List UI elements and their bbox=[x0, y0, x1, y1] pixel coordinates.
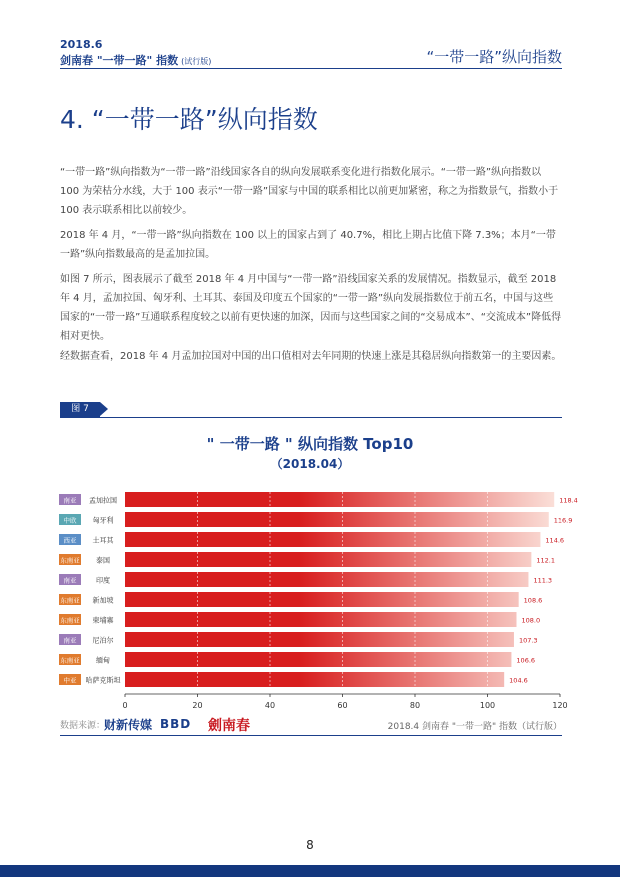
caixin-logo: 财新传媒 bbox=[104, 718, 153, 732]
section-title: 4. “一带一路”纵向指数 bbox=[60, 105, 318, 134]
bar bbox=[125, 492, 554, 507]
paragraph-4: 经数据查看，2018 年 4 月孟加拉国对中国的出口值相对去年同期的快速上涨是其稳居纵向指数第一的主要因素。 bbox=[60, 351, 562, 362]
value-label: 104.6 bbox=[509, 676, 528, 685]
region-tag-label: 中欧 bbox=[63, 516, 77, 525]
value-label: 107.3 bbox=[518, 636, 538, 645]
paragraph-1: “一带一路”纵向指数为“一带一路”沿线国家各自的纵向发展联系变化进行指数化展示。“一带一路”纵向指数以 100 为荣枯分水线，大于 100 表示“一带一路”国家与中国的联系相比以前更加紧密，称之为指数景气，指数小于 100 表示联系相比以前较少。 bbox=[60, 167, 559, 216]
header-right-title: “一带一路”纵向指数 bbox=[426, 48, 562, 66]
bar bbox=[125, 612, 517, 627]
region-tag-label: 东南亚 bbox=[60, 616, 80, 625]
value-label: 108.6 bbox=[523, 596, 543, 605]
category-label: 匈牙利 bbox=[92, 516, 114, 525]
header-subtitle-text: 剑南春 "一带一路" 指数 bbox=[60, 54, 179, 67]
bar bbox=[125, 552, 531, 567]
header-divider bbox=[60, 68, 562, 69]
category-label: 孟加拉国 bbox=[89, 496, 117, 505]
header-subtitle-note: (试行版) bbox=[181, 57, 212, 66]
category-label: 泰国 bbox=[96, 556, 110, 565]
bar bbox=[125, 572, 528, 587]
region-tag-label: 南亚 bbox=[63, 636, 77, 645]
bar bbox=[125, 672, 504, 687]
page-number: 8 bbox=[306, 838, 314, 852]
x-tick-label: 100 bbox=[479, 701, 496, 710]
bar bbox=[125, 512, 549, 527]
region-tag-label: 南亚 bbox=[63, 496, 77, 505]
region-tag-label: 东南亚 bbox=[60, 656, 80, 665]
chart-title: " 一带一路 " 纵向指数 Top10 bbox=[206, 435, 414, 453]
bar bbox=[125, 632, 514, 647]
category-label: 缅甸 bbox=[96, 656, 110, 665]
bar-chart bbox=[0, 475, 620, 715]
region-tag-label: 中亚 bbox=[63, 676, 77, 685]
header-subtitle bbox=[60, 52, 211, 68]
value-label: 111.3 bbox=[533, 576, 553, 585]
region-tag-label: 东南亚 bbox=[60, 556, 80, 565]
value-label: 118.4 bbox=[559, 496, 578, 505]
bottom-bar bbox=[0, 865, 620, 877]
value-label: 112.1 bbox=[536, 556, 555, 565]
category-label: 土耳其 bbox=[92, 536, 114, 545]
value-label: 106.6 bbox=[516, 656, 536, 665]
paragraph-3: 如图 7 所示，图表展示了截至 2018 年 4 月中国与“一带一路”沿线国家关系的发展情况。指数显示，截至 2018 年 4 月，孟加拉国、匈牙利、土耳其、泰国及印度五个国家的“一带一路”纵向发展指数位于前五名，中国与这些国家的“一带一路”互通联系程度较之以前有更快速的加深，因而与这些国家之间的“交易成本”、“交流成本”降低得相对更快。 bbox=[60, 274, 562, 342]
bar bbox=[125, 652, 511, 667]
x-tick-label: 60 bbox=[337, 701, 348, 710]
x-tick-label: 20 bbox=[192, 701, 203, 710]
source-label: 数据来源： bbox=[60, 721, 106, 731]
value-label: 108.0 bbox=[521, 616, 541, 625]
value-label: 116.9 bbox=[553, 516, 573, 525]
category-label: 柬埔寨 bbox=[92, 616, 114, 625]
x-tick-label: 120 bbox=[552, 701, 568, 710]
category-label: 哈萨克斯坦 bbox=[85, 676, 121, 685]
bar bbox=[125, 532, 540, 547]
x-tick-label: 80 bbox=[409, 701, 421, 710]
header-date: 2018.6 bbox=[60, 38, 103, 51]
paragraph-2: 2018 年 4 月，“一带一路”纵向指数在 100 以上的国家占到了 40.7%，相比上期占比值下降 7.3%；本月“一带一路”纵向指数最高的是孟加拉国。 bbox=[60, 230, 556, 260]
figure-label: 图 7 bbox=[60, 402, 100, 417]
jiannanchun-logo: 劍南春 bbox=[208, 718, 250, 734]
x-tick-label: 40 bbox=[264, 701, 276, 710]
x-tick-label: 0 bbox=[122, 701, 128, 710]
footer-divider bbox=[60, 735, 562, 736]
figure-divider bbox=[60, 417, 562, 418]
region-tag-label: 西亚 bbox=[63, 536, 77, 545]
category-label: 新加坡 bbox=[92, 596, 114, 605]
bbd-logo: BBD bbox=[160, 717, 192, 731]
region-tag-label: 南亚 bbox=[63, 576, 77, 585]
footer-source-text: 2018.4 剑南春 "一带一路" 指数（试行版） bbox=[387, 722, 562, 732]
value-label: 114.6 bbox=[545, 536, 565, 545]
chart-subtitle: （2018.04） bbox=[270, 457, 350, 471]
region-tag-label: 东南亚 bbox=[60, 596, 80, 605]
bar bbox=[125, 592, 519, 607]
category-label: 尼泊尔 bbox=[92, 636, 114, 645]
category-label: 印度 bbox=[96, 576, 110, 585]
